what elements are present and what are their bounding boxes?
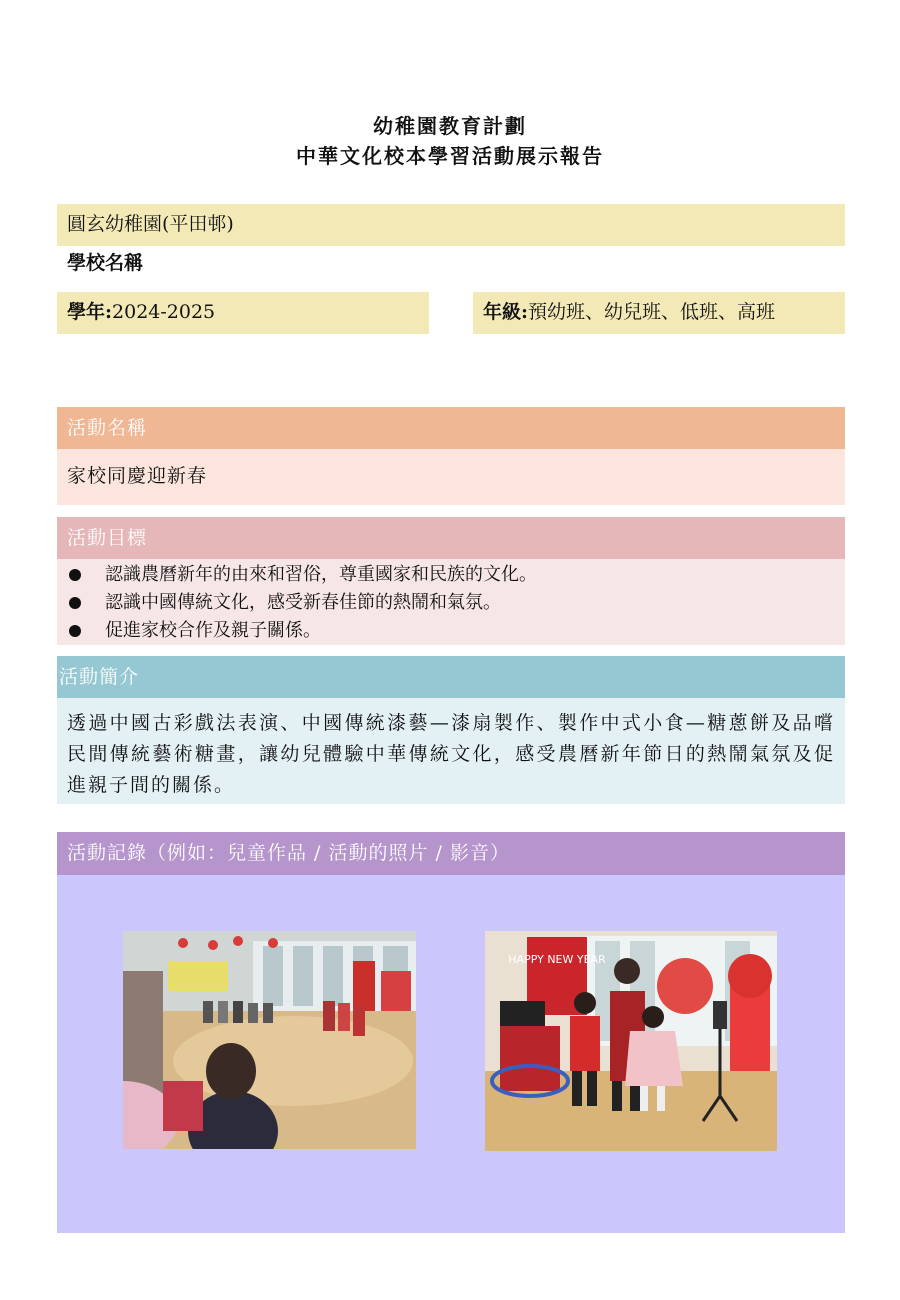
report-title: 中華文化校本學習活動展示報告	[296, 144, 604, 168]
objectives-list	[57, 559, 845, 645]
grade-value: 預幼班、幼兒班、低班、高班	[528, 301, 776, 323]
grade-label: 年級:	[483, 301, 529, 323]
bullet-icon	[69, 597, 81, 609]
objective-item: 認識中國傳統文化，感受新春佳節的熱鬧和氣氛。	[57, 589, 845, 617]
school-year-label: 學年:	[67, 301, 113, 323]
school-year-value: 2024-2025	[112, 301, 216, 323]
happy-new-year-sign: HAPPY NEW YEAR	[508, 953, 606, 966]
bullet-icon	[69, 569, 81, 581]
objective-item: 促進家校合作及親子關係。	[57, 617, 845, 645]
activity-name-value: 家校同慶迎新春	[57, 449, 845, 505]
school-name-label: 學校名稱	[67, 252, 144, 274]
bullet-icon	[69, 625, 81, 637]
school-year-field	[57, 292, 429, 334]
activity-photo-hall	[123, 931, 416, 1149]
objective-item: 認識農曆新年的由來和習俗，尊重國家和民族的文化。	[57, 561, 845, 589]
intro-heading: 活動簡介	[57, 656, 845, 698]
activity-photo-stage	[485, 931, 777, 1151]
objectives-heading: 活動目標	[57, 517, 845, 559]
record-heading: 活動記錄（例如：兒童作品 / 活動的照片 / 影音）	[57, 832, 845, 875]
grade-field	[473, 292, 845, 334]
plan-title: 幼稚園教育計劃	[373, 114, 527, 138]
school-name-value: 圓玄幼稚園(平田邨)	[57, 204, 845, 246]
activity-name-heading: 活動名稱	[57, 407, 845, 449]
intro-text: 透過中國古彩戲法表演、中國傳統漆藝—漆扇製作、製作中式小食—糖蔥餅及品嚐民間傳統藝術糖畫，讓幼兒體驗中華傳統文化，感受農曆新年節日的熱鬧氣氛及促進親子間的關係。	[57, 698, 845, 804]
